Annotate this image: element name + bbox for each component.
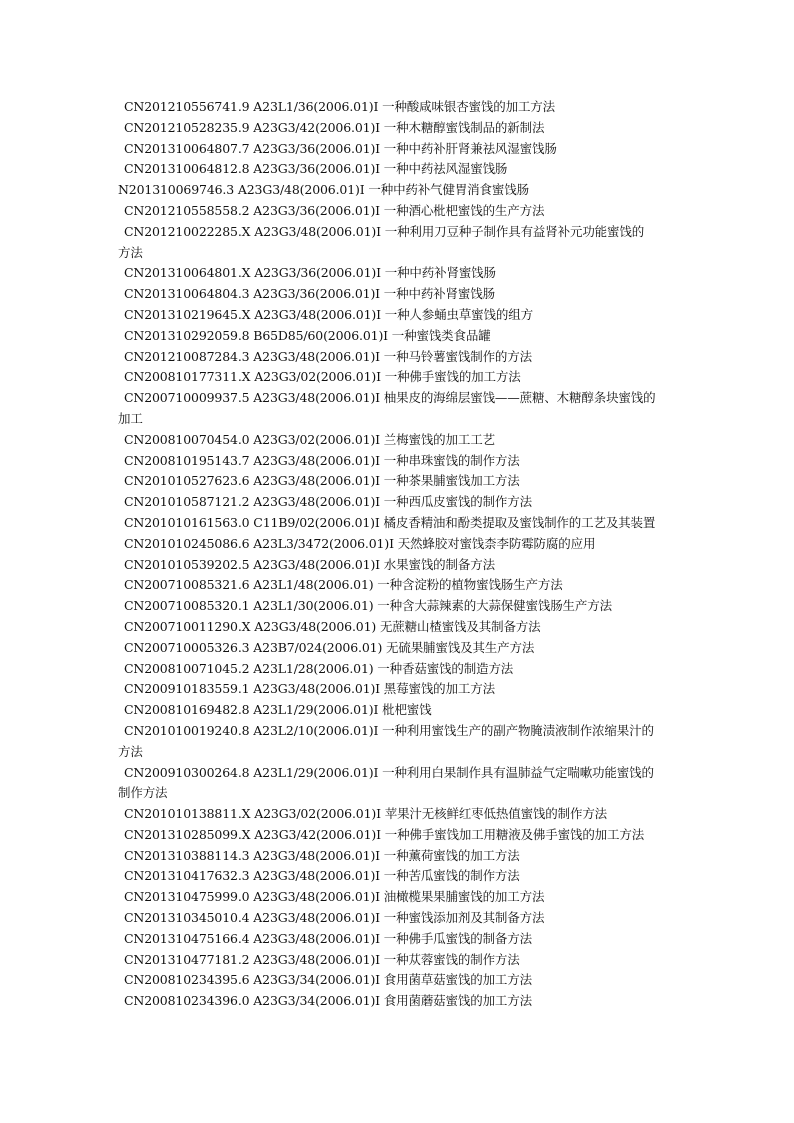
- patent-entry: CN201310417632.3 A23G3/48(2006.01)I 一种苦瓜蜜饯的制作方法: [124, 868, 520, 884]
- patent-entry: CN200810195143.7 A23G3/48(2006.01)I 一种串珠蜜饯的制作方法: [124, 452, 520, 468]
- patent-entry: CN200710009937.5 A23G3/48(2006.01)I 柚果皮的海绵层蜜饯——蔗糖、木糖醇条块蜜饯的: [124, 390, 656, 406]
- patent-entry: CN201210556741.9 A23L1/36(2006.01)I 一种酸咸味银杏蜜饯的加工方法: [124, 99, 555, 114]
- patent-entry: CN201210087284.3 A23G3/48(2006.01)I 一种马铃薯蜜饯制作的方法: [124, 348, 532, 364]
- patent-entry: CN200810169482.8 A23L1/29(2006.01)I 枇杷蜜饯: [124, 702, 432, 718]
- patent-entry: CN201210528235.9 A23G3/42(2006.01)I 一种木糖醇蜜饯制品的新制法: [124, 119, 545, 135]
- patent-list: [118, 97, 678, 1012]
- patent-entry: CN201310064812.8 A23G3/36(2006.01)I 一种中药祛风湿蜜饯肠: [124, 161, 508, 177]
- patent-entry: CN201310285099.X A23G3/42(2006.01)I 一种佛手蜜饯加工用糖液及佛手蜜饯的加工方法: [124, 826, 645, 842]
- patent-entry: CN201310292059.8 B65D85/60(2006.01)I 一种蜜饯类食品罐: [124, 327, 491, 343]
- patent-entry: CN200810234396.0 A23G3/34(2006.01)I 食用菌蘑菇蜜饯的加工方法: [124, 993, 532, 1009]
- patent-entry: CN201010587121.2 A23G3/48(2006.01)I 一种西瓜皮蜜饯的制作方法: [124, 494, 532, 510]
- patent-entry: CN201010138811.X A23G3/02(2006.01)I 苹果汁无核鲜红枣低热值蜜饯的制作方法: [124, 806, 608, 822]
- patent-entry: CN200910300264.8 A23L1/29(2006.01)I 一种利用白果制作具有温肺益气定喘嗽功能蜜饯的: [124, 764, 654, 780]
- patent-entry: CN200810177311.X A23G3/02(2006.01)I 一种佛手蜜饯的加工方法: [124, 369, 521, 385]
- patent-entry: CN201310388114.3 A23G3/48(2006.01)I 一种薰荷蜜饯的加工方法: [124, 847, 520, 863]
- patent-entry: CN200810070454.0 A23G3/02(2006.01)I 兰梅蜜饯的加工工艺: [124, 431, 495, 447]
- patent-entry: CN200810071045.2 A23L1/28(2006.01) 一种香菇蜜饯的制造方法: [124, 660, 514, 676]
- patent-entry: CN201310477181.2 A23G3/48(2006.01)I 一种苁蓉蜜饯的制作方法: [124, 951, 520, 967]
- patent-entry: CN201210558558.2 A23G3/36(2006.01)I 一种酒心枇杷蜜饯的生产方法: [124, 202, 545, 218]
- patent-entry: N201310069746.3 A23G3/48(2006.01)I 一种中药补气健胃消食蜜饯肠: [118, 182, 529, 198]
- patent-entry: CN200710005326.3 A23B7/024(2006.01) 无硫果脯蜜饯及其生产方法: [124, 639, 535, 655]
- patent-entry: CN201310219645.X A23G3/48(2006.01)I 一种人参蛹虫草蜜饯的组方: [124, 306, 533, 322]
- patent-entry-continuation: 方法: [118, 244, 143, 260]
- patent-entry: CN201010161563.0 C11B9/02(2006.01)I 橘皮香精油和酚类提取及蜜饯制作的工艺及其装置: [124, 514, 656, 530]
- patent-entry: CN201210022285.X A23G3/48(2006.01)I 一种利用刀豆种子制作具有益肾补元功能蜜饯的: [124, 223, 645, 239]
- patent-entry-continuation: 加工: [118, 410, 143, 426]
- patent-entry: CN201010527623.6 A23G3/48(2006.01)I 一种茶果脯蜜饯加工方法: [124, 473, 520, 489]
- patent-entry: CN200910183559.1 A23G3/48(2006.01)I 黑莓蜜饯的加工方法: [124, 681, 495, 697]
- patent-entry: CN201310345010.4 A23G3/48(2006.01)I 一种蜜饯添加剂及其制备方法: [124, 910, 545, 926]
- patent-entry: CN201310064801.X A23G3/36(2006.01)I 一种中药补肾蜜饯肠: [124, 265, 496, 281]
- patent-entry-continuation: 制作方法: [118, 785, 168, 801]
- patent-entry-continuation: 方法: [118, 743, 143, 759]
- patent-entry: CN201010539202.5 A23G3/48(2006.01)I 水果蜜饯的制备方法: [124, 556, 495, 572]
- patent-entry: CN201310475166.4 A23G3/48(2006.01)I 一种佛手瓜蜜饯的制备方法: [124, 930, 532, 946]
- patent-entry: CN200810234395.6 A23G3/34(2006.01)I 食用菌草菇蜜饯的加工方法: [124, 972, 532, 988]
- patent-entry: CN201010245086.6 A23L3/3472(2006.01)I 天然蜂胶对蜜饯柰李防霉防腐的应用: [124, 535, 596, 551]
- patent-entry: CN200710011290.X A23G3/48(2006.01) 无蔗糖山楂蜜饯及其制备方法: [124, 618, 541, 634]
- patent-entry: CN201310064804.3 A23G3/36(2006.01)I 一种中药补肾蜜饯肠: [124, 286, 495, 302]
- patent-entry: CN200710085321.6 A23L1/48(2006.01) 一种含淀粉的植物蜜饯肠生产方法: [124, 577, 563, 593]
- patent-entry: CN201310475999.0 A23G3/48(2006.01)I 油橄榄果果脯蜜饯的加工方法: [124, 889, 545, 905]
- patent-entry: CN201310064807.7 A23G3/36(2006.01)I 一种中药补肝肾兼祛风湿蜜饯肠: [124, 140, 557, 156]
- patent-entry: CN201010019240.8 A23L2/10(2006.01)I 一种利用蜜饯生产的副产物腌渍液制作浓缩果汁的: [124, 722, 654, 738]
- patent-entry: CN200710085320.1 A23L1/30(2006.01) 一种含大蒜辣素的大蒜保健蜜饯肠生产方法: [124, 598, 612, 614]
